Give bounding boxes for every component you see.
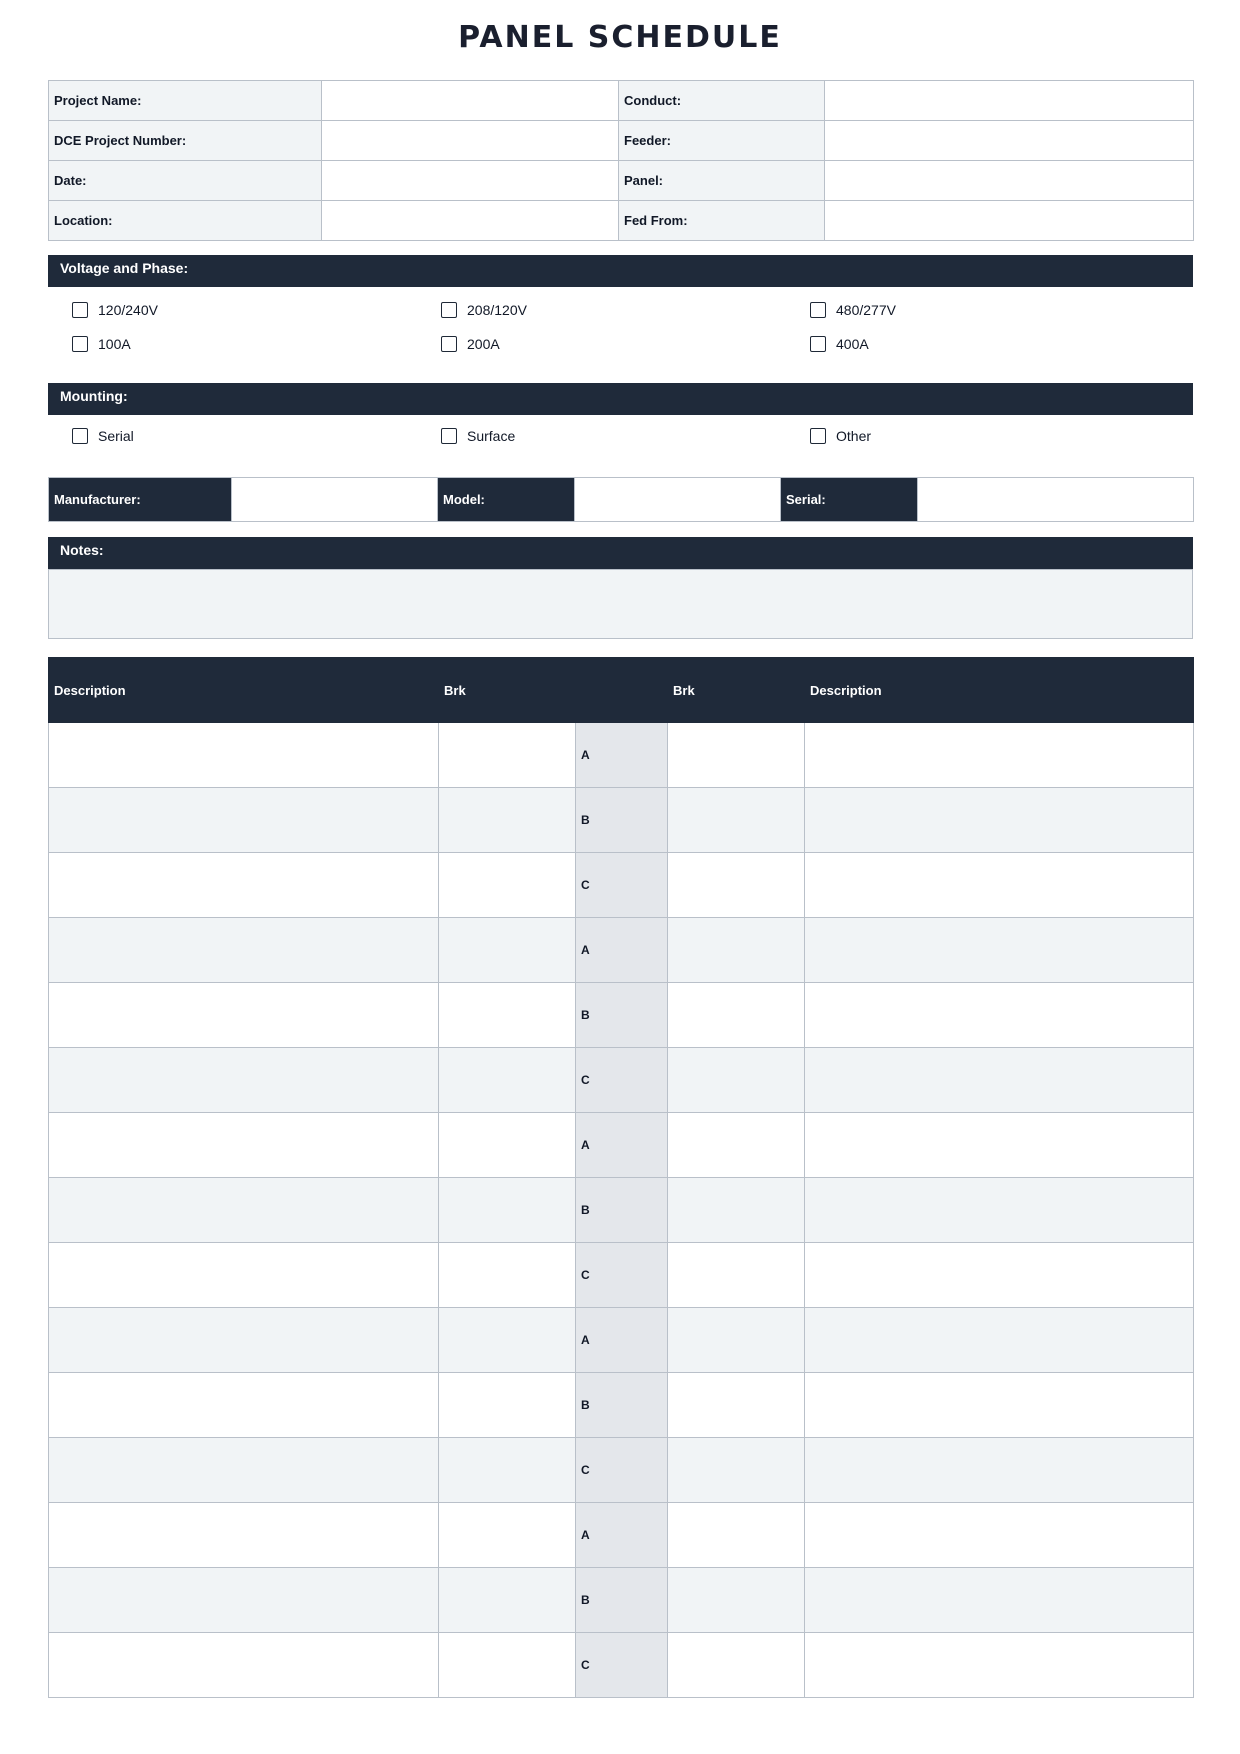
right-breaker-header: Brk — [668, 658, 805, 723]
left-breaker-cell[interactable] — [439, 1243, 576, 1308]
serial-label: Serial: — [781, 478, 918, 522]
location-label: Location: — [49, 201, 322, 241]
left-breaker-cell[interactable] — [439, 853, 576, 918]
left-description-cell[interactable] — [49, 918, 439, 983]
option-label: 200A — [467, 336, 500, 352]
phase-cell: B — [576, 983, 668, 1048]
table-row — [49, 478, 1194, 522]
table-row — [49, 1438, 1194, 1503]
project-info-table — [48, 80, 1194, 241]
checkbox-icon[interactable] — [72, 302, 88, 318]
phase-cell: C — [576, 1438, 668, 1503]
table-row — [49, 1633, 1194, 1698]
table-row — [49, 81, 1194, 121]
right-breaker-cell[interactable] — [668, 788, 805, 853]
phase-cell: C — [576, 1633, 668, 1698]
left-breaker-cell[interactable] — [439, 788, 576, 853]
phase-cell: B — [576, 788, 668, 853]
option-label: 400A — [836, 336, 869, 352]
table-row — [49, 853, 1194, 918]
left-breaker-cell[interactable] — [439, 1308, 576, 1373]
circuit-table — [48, 657, 1194, 1698]
left-breaker-cell[interactable] — [439, 1113, 576, 1178]
right-breaker-cell[interactable] — [668, 1308, 805, 1373]
right-breaker-cell[interactable] — [668, 853, 805, 918]
left-breaker-cell[interactable] — [439, 918, 576, 983]
serial-field[interactable] — [918, 478, 1194, 522]
right-description-cell[interactable] — [805, 1568, 1194, 1633]
fed-from-field[interactable] — [825, 201, 1194, 241]
left-description-cell[interactable] — [49, 1113, 439, 1178]
left-breaker-cell[interactable] — [439, 1373, 576, 1438]
project-name-label: Project Name: — [49, 81, 322, 121]
table-row — [49, 121, 1194, 161]
checkbox-icon[interactable] — [441, 302, 457, 318]
left-description-cell[interactable] — [49, 1438, 439, 1503]
left-description-cell[interactable] — [49, 1243, 439, 1308]
table-row — [49, 1373, 1194, 1438]
table-row — [49, 1503, 1194, 1568]
table-row — [49, 723, 1194, 788]
table-row — [49, 918, 1194, 983]
option-label: Serial — [98, 428, 134, 444]
phase-cell: C — [576, 1048, 668, 1113]
table-row — [49, 1113, 1194, 1178]
right-description-header: Description — [805, 658, 1194, 723]
phase-cell: A — [576, 723, 668, 788]
phase-cell: C — [576, 1243, 668, 1308]
left-description-cell[interactable] — [49, 1048, 439, 1113]
option-label: 100A — [98, 336, 131, 352]
dce-project-number-field[interactable] — [322, 121, 619, 161]
phase-cell: A — [576, 1503, 668, 1568]
feeder-field[interactable] — [825, 121, 1194, 161]
checkbox-icon[interactable] — [810, 336, 826, 352]
right-description-cell[interactable] — [805, 1633, 1194, 1698]
right-description-cell[interactable] — [805, 853, 1194, 918]
project-name-field[interactable] — [322, 81, 619, 121]
left-breaker-cell[interactable] — [439, 1048, 576, 1113]
right-description-cell[interactable] — [805, 1113, 1194, 1178]
table-row — [49, 1243, 1194, 1308]
voltage-option-120-240v[interactable] — [72, 300, 158, 320]
notes-field[interactable] — [48, 569, 1193, 639]
phase-cell: A — [576, 1308, 668, 1373]
checkbox-icon[interactable] — [72, 428, 88, 444]
phase-header — [576, 658, 668, 723]
phase-cell: B — [576, 1373, 668, 1438]
feeder-label: Feeder: — [619, 121, 825, 161]
right-breaker-cell[interactable] — [668, 1048, 805, 1113]
left-description-header: Description — [49, 658, 439, 723]
panel-label: Panel: — [619, 161, 825, 201]
right-breaker-cell[interactable] — [668, 1633, 805, 1698]
mounting-option-serial[interactable] — [72, 426, 134, 446]
manufacturer-label: Manufacturer: — [49, 478, 232, 522]
phase-cell: C — [576, 853, 668, 918]
voltage-option-480-277v[interactable] — [810, 300, 896, 320]
conduct-label: Conduct: — [619, 81, 825, 121]
left-breaker-cell[interactable] — [439, 1438, 576, 1503]
left-breaker-cell[interactable] — [439, 1178, 576, 1243]
option-label: 480/277V — [836, 302, 896, 318]
amperage-option-100a[interactable] — [72, 334, 131, 354]
left-description-cell[interactable] — [49, 1503, 439, 1568]
phase-cell: A — [576, 1113, 668, 1178]
phase-cell: B — [576, 1568, 668, 1633]
checkbox-icon[interactable] — [72, 336, 88, 352]
right-description-cell[interactable] — [805, 1178, 1194, 1243]
right-breaker-cell[interactable] — [668, 1438, 805, 1503]
option-label: Surface — [467, 428, 516, 444]
left-description-cell[interactable] — [49, 1373, 439, 1438]
right-description-cell[interactable] — [805, 1373, 1194, 1438]
amperage-option-200a[interactable] — [441, 334, 500, 354]
checkbox-icon[interactable] — [441, 428, 457, 444]
page-title: PANEL SCHEDULE — [458, 20, 782, 55]
table-row — [49, 201, 1194, 241]
left-breaker-cell[interactable] — [439, 1503, 576, 1568]
table-row — [49, 1178, 1194, 1243]
right-description-cell[interactable] — [805, 1048, 1194, 1113]
right-breaker-cell[interactable] — [668, 983, 805, 1048]
left-breaker-cell[interactable] — [439, 1568, 576, 1633]
right-breaker-cell[interactable] — [668, 723, 805, 788]
right-description-cell[interactable] — [805, 1243, 1194, 1308]
phase-cell: B — [576, 1178, 668, 1243]
left-description-cell[interactable] — [49, 1308, 439, 1373]
table-row — [49, 1308, 1194, 1373]
table-row — [49, 788, 1194, 853]
left-breaker-cell[interactable] — [439, 1633, 576, 1698]
dce-project-number-label: DCE Project Number: — [49, 121, 322, 161]
option-label: 120/240V — [98, 302, 158, 318]
option-label: 208/120V — [467, 302, 527, 318]
left-description-cell[interactable] — [49, 853, 439, 918]
right-breaker-cell[interactable] — [668, 1568, 805, 1633]
left-description-cell[interactable] — [49, 1633, 439, 1698]
notes-heading: Notes: — [48, 537, 1193, 569]
right-breaker-cell[interactable] — [668, 1373, 805, 1438]
right-description-cell[interactable] — [805, 983, 1194, 1048]
table-row — [49, 983, 1194, 1048]
mounting-option-surface[interactable] — [441, 426, 515, 446]
right-description-cell[interactable] — [805, 918, 1194, 983]
table-row — [49, 1048, 1194, 1113]
left-breaker-cell[interactable] — [439, 723, 576, 788]
right-description-cell[interactable] — [805, 788, 1194, 853]
left-description-cell[interactable] — [49, 1178, 439, 1243]
right-breaker-cell[interactable] — [668, 1178, 805, 1243]
table-header-row — [49, 658, 1194, 723]
right-description-cell[interactable] — [805, 723, 1194, 788]
date-field[interactable] — [322, 161, 619, 201]
left-description-cell[interactable] — [49, 1568, 439, 1633]
conduct-field[interactable] — [825, 81, 1194, 121]
mounting-heading: Mounting: — [48, 383, 1193, 415]
right-breaker-cell[interactable] — [668, 1503, 805, 1568]
voltage-option-208-120v[interactable] — [441, 300, 527, 320]
right-breaker-cell[interactable] — [668, 1243, 805, 1308]
left-breaker-header: Brk — [439, 658, 576, 723]
amperage-option-400a[interactable] — [810, 334, 869, 354]
checkbox-icon[interactable] — [441, 336, 457, 352]
location-field[interactable] — [322, 201, 619, 241]
right-breaker-cell[interactable] — [668, 918, 805, 983]
option-label: Other — [836, 428, 872, 444]
left-description-cell[interactable] — [49, 983, 439, 1048]
right-description-cell[interactable] — [805, 1308, 1194, 1373]
model-field[interactable] — [575, 478, 781, 522]
table-row — [49, 1568, 1194, 1633]
left-description-cell[interactable] — [49, 723, 439, 788]
model-label: Model: — [438, 478, 575, 522]
voltage-phase-heading: Voltage and Phase: — [48, 255, 1193, 287]
mounting-option-other[interactable] — [810, 426, 871, 446]
left-description-cell[interactable] — [49, 788, 439, 853]
checkbox-icon[interactable] — [810, 302, 826, 318]
right-description-cell[interactable] — [805, 1503, 1194, 1568]
date-label: Date: — [49, 161, 322, 201]
right-breaker-cell[interactable] — [668, 1113, 805, 1178]
manufacturer-field[interactable] — [232, 478, 438, 522]
table-row — [49, 161, 1194, 201]
equipment-table — [48, 477, 1194, 522]
phase-cell: A — [576, 918, 668, 983]
left-breaker-cell[interactable] — [439, 983, 576, 1048]
right-description-cell[interactable] — [805, 1438, 1194, 1503]
panel-field[interactable] — [825, 161, 1194, 201]
checkbox-icon[interactable] — [810, 428, 826, 444]
fed-from-label: Fed From: — [619, 201, 825, 241]
